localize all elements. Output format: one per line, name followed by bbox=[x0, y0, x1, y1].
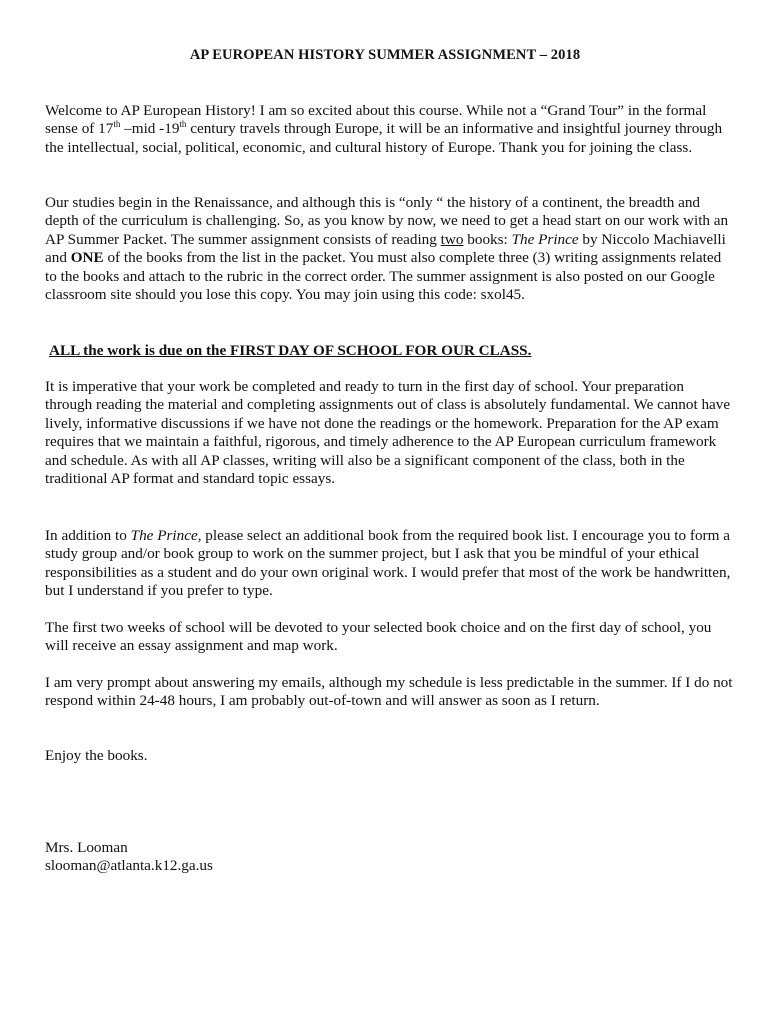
studies-text-b: books: bbox=[463, 230, 512, 248]
email-paragraph: I am very prompt about answering my emails, although my schedule is less predictable in the summer. If I do not respond within 24-48 hours, I am probably out-of-town and will answer as soon as I return. bbox=[45, 674, 733, 710]
one-bold: ONE bbox=[70, 249, 104, 267]
studies-text-d: of the books from the list in the packet. You must also complete three (3) writing assignments related to the books and attach to the rubric in the correct order. The summer assignment is also posted on our Google classroom site should you lose this copy. You may join using this code: sxol45. bbox=[45, 249, 722, 304]
the-prince-title-2: The Prince bbox=[130, 527, 198, 544]
welcome-paragraph bbox=[45, 102, 735, 157]
studies-paragraph bbox=[45, 194, 735, 304]
due-date-notice: ALL the work is due on the FIRST DAY OF SCHOOL FOR OUR CLASS. bbox=[49, 342, 532, 359]
welcome-text-b: –mid -19 bbox=[120, 120, 180, 138]
book-selection-text-a: In addition to bbox=[45, 527, 131, 544]
welcome-text-c: century travels through Europe, it will be an informative and insightful journey through the intellectual, social, political, economic, and cultural history of Europe. Thank you for joining the class. bbox=[45, 120, 723, 156]
closing-line: Enjoy the books. bbox=[45, 747, 148, 764]
welcome-text-a: Welcome to AP European History! I am so excited about this course. While not a “Grand Tour” in the formal sense of 17 bbox=[45, 102, 707, 138]
superscript-th-1: th bbox=[113, 119, 121, 130]
the-prince-title: The Prince bbox=[511, 230, 579, 248]
first-weeks-paragraph: The first two weeks of school will be devoted to your selected book choice and on the first day of school, you will receive an essay assignment and map work. bbox=[45, 619, 712, 655]
book-selection-paragraph bbox=[45, 527, 735, 601]
two-underlined: two bbox=[440, 230, 464, 248]
studies-text-c: by Niccolo Machiavelli and bbox=[45, 230, 726, 267]
studies-text-a: Our studies begin in the Renaissance, and although this is “only “ the history of a continent, the breadth and depth of the curriculum is challenging. So, as you know by now, we need to get a head start on our work with an AP Summer Packet. The summer assignment consists of reading bbox=[45, 194, 729, 248]
signature-email: slooman@atlanta.k12.ga.us bbox=[45, 857, 213, 875]
page-title: AP EUROPEAN HISTORY SUMMER ASSIGNMENT – 2018 bbox=[189, 47, 581, 63]
superscript-th-2: th bbox=[179, 119, 187, 130]
book-selection-text-b: , please select an additional book from the required book list. I encourage you to form a study group and/or book group to work on the summer project, but I ask that you be mindful of your ethical responsibilities as a student and do your own original work. I would prefer that most of the work be handwritten, but I understand if you prefer to type. bbox=[45, 527, 731, 600]
signature-name: Mrs. Looman bbox=[45, 839, 128, 856]
signature-block bbox=[45, 839, 735, 876]
imperative-paragraph: It is imperative that your work be completed and ready to turn in the first day of school. Your preparation through reading the material and completing assignments out of class is absolutely fundamental. We cannot have lively, informative discussions if we have not done the readings or the homework. Preparation for the AP exam requires that we maintain a faithful, rigorous, and timely adherence to the AP European curriculum framework and schedule. As with all AP classes, writing will also be a significant component of the class, both in the traditional AP format and standard topic essays. bbox=[45, 378, 731, 488]
